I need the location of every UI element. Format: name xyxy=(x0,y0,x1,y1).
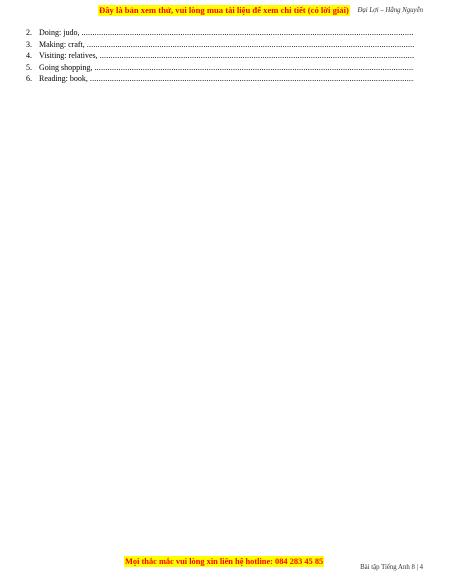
exercise-number: 2. xyxy=(26,28,32,37)
exercise-prompt: Visiting: relatives, xyxy=(39,51,98,60)
footer-hotline-banner: Mọi thắc mắc vui lòng xin liên hệ hotline: 084 283 45 85 xyxy=(125,557,324,566)
header-author: Đại Lợi – Hằng Nguyễn xyxy=(357,7,423,14)
exercise-number: 6. xyxy=(26,74,32,83)
exercise-item xyxy=(26,39,414,51)
exercise-prompt: Going shopping, xyxy=(39,62,93,72)
exercise-number: 5. xyxy=(26,62,32,72)
answer-blank[interactable] xyxy=(90,73,414,85)
exercise-item xyxy=(26,62,414,74)
exercise-prompt: Making: craft, xyxy=(39,39,85,49)
answer-blank[interactable] xyxy=(94,62,414,74)
answer-blank[interactable] xyxy=(87,39,414,51)
exercise-item xyxy=(26,73,414,85)
exercise-list xyxy=(26,27,414,85)
exercise-prompt: Doing: judo, xyxy=(39,28,80,37)
exercise-number: 3. xyxy=(26,39,32,49)
exercise-item xyxy=(26,50,414,62)
footer-page-label: Bài tập Tiếng Anh 8 | 4 xyxy=(360,564,423,571)
exercise-number: 4. xyxy=(26,51,32,60)
header-notice-banner: Đây là bản xem thử, vui lòng mua tài liệu để xem chi tiết (có lời giải) xyxy=(99,5,349,15)
exercise-item xyxy=(26,27,414,39)
answer-blank[interactable] xyxy=(81,27,414,39)
answer-blank[interactable] xyxy=(100,50,414,62)
exercise-prompt: Reading: book, xyxy=(39,74,88,83)
